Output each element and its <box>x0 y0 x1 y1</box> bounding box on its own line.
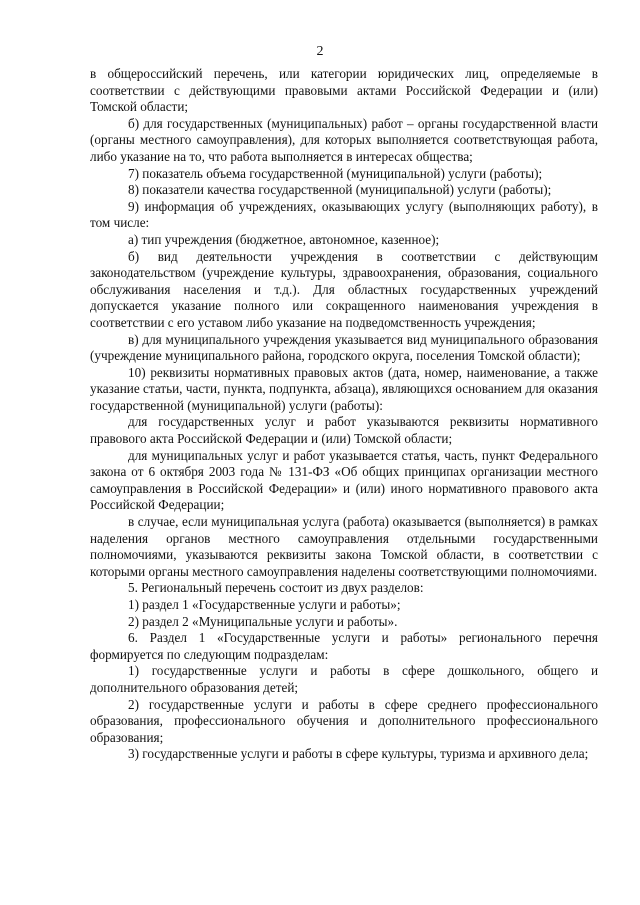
paragraph: а) тип учреждения (бюджетное, автономное, казенное); <box>128 231 440 247</box>
paragraph: 1) государственные услуги и работы в сфере дошкольного, общего и дополнительного образования детей; <box>90 663 598 695</box>
paragraph: 2) государственные услуги и работы в сфере среднего профессионального образования, профессионального обучения и дополнительного профессионального образования; <box>90 696 598 745</box>
document-body <box>90 66 598 763</box>
paragraph: 6. Раздел 1 «Государственные услуги и работы» регионального перечня формируется по следующим подразделам: <box>90 630 598 662</box>
paragraph: 10) реквизиты нормативных правовых актов (дата, номер, наименование, а также указание статьи, части, пункта, подпункта, абзаца), являющихся основанием для оказания государственной (муниципальной) услуги (работы): <box>90 364 598 413</box>
paragraph: для государственных услуг и работ указываются реквизиты нормативного правового акта Российской Федерации и (или) Томской области; <box>90 414 598 447</box>
paragraph: 7) показатель объема государственной (муниципальной) услуги (работы); <box>128 165 543 181</box>
paragraph: 9) информация об учреждениях, оказывающих услугу (выполняющих работу), в том числе: <box>90 198 598 231</box>
paragraph: в) для муниципального учреждения указывается вид муниципального образования (учреждение муниципального района, городского округа, поселения Томской области); <box>90 331 598 364</box>
page-number: 2 <box>316 44 324 59</box>
paragraph: 2) раздел 2 «Муниципальные услуги и работы». <box>128 613 398 629</box>
paragraph: 8) показатели качества государственной (муниципальной) услуги (работы); <box>128 182 552 198</box>
paragraph: в общероссийский перечень, или категории юридических лиц, определяемые в соответствии с действующими правовыми актами Российской Федерации и (или) Томской области; <box>90 66 598 115</box>
paragraph: в случае, если муниципальная услуга (работа) оказывается (выполняется) в рамках наделения органов местного самоуправления отдельными государственными полномочиями, указываются реквизиты закона Томской области, в соответствии с которыми органы местного самоуправления наделены соответствующими полномочиями. <box>90 514 598 579</box>
paragraph: б) вид деятельности учреждения в соответствии с действующим законодательством (учреждение культуры, здравоохранения, образования, социального обслуживания населения и т.д.). Для областных государственных учреждений допускается указание полного или сокращенного наименования учреждения в соответствии с его уставом либо указание на подведомственность учреждения; <box>90 248 598 330</box>
paragraph: б) для государственных (муниципальных) работ – органы государственной власти (органы местного самоуправления), для которых выполняется соответствующая работа, либо указание на то, что работа выполняется в интересах общества; <box>90 115 598 164</box>
paragraph: 5. Региональный перечень состоит из двух разделов: <box>128 580 424 596</box>
paragraph: 3) государственные услуги и работы в сфере культуры, туризма и архивного дела; <box>128 746 589 762</box>
paragraph: для муниципальных услуг и работ указывается статья, часть, пункт Федерального закона от 6 октября 2003 года № 131-ФЗ «Об общих принципах организации местного самоуправления в Российской Федерации» и (или) иного нормативного правового акта Российской Федерации; <box>90 447 598 513</box>
paragraph: 1) раздел 1 «Государственные услуги и работы»; <box>128 597 401 612</box>
